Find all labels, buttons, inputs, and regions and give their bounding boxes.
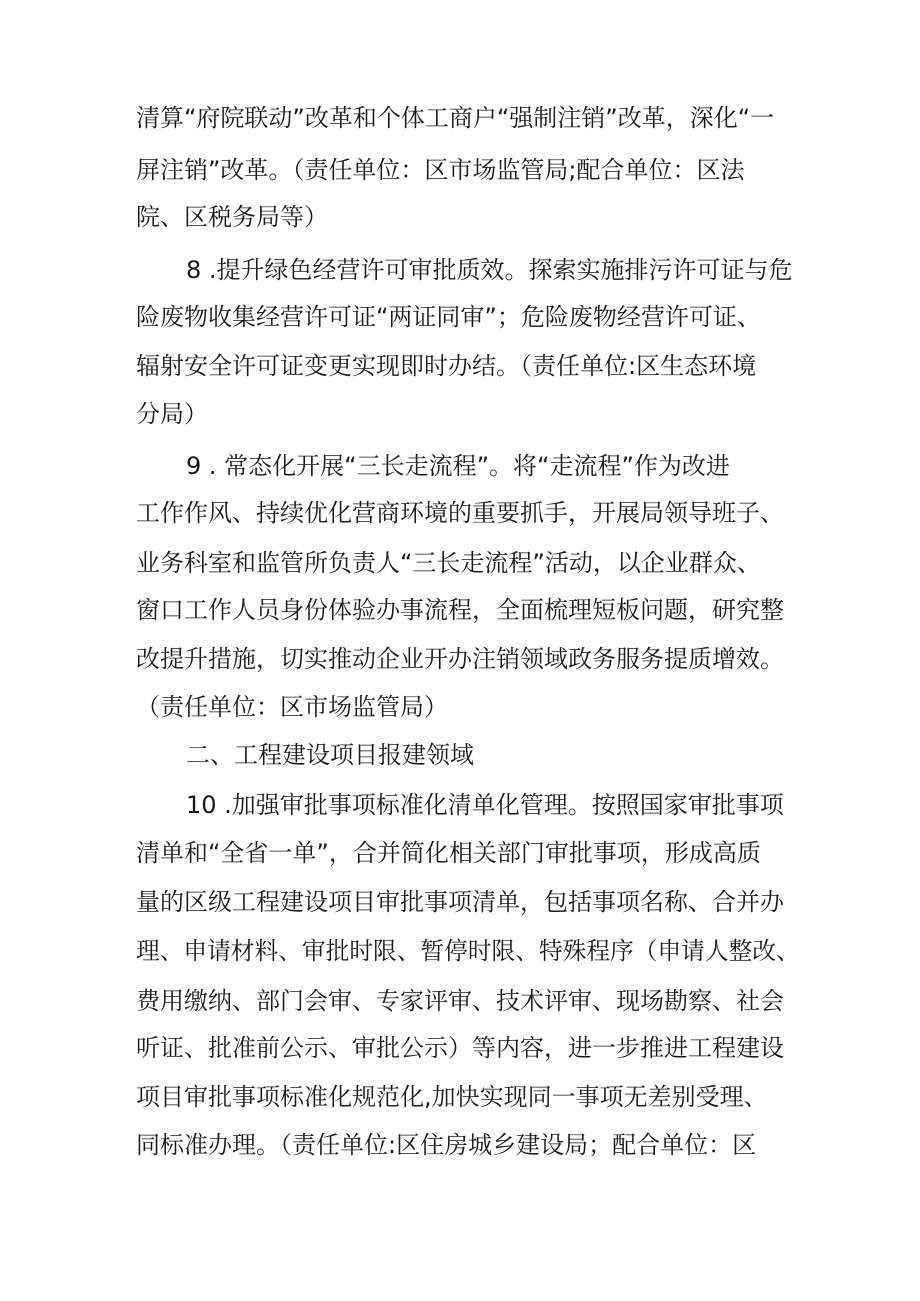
body-text-line: 工作作风、持续优化营商环境的重要抓手，开展局领导班子、 — [136, 499, 784, 527]
body-text-line: 清单和“全省一单”，合并简化相关部门审批事项，形成高质 — [136, 839, 761, 867]
body-text-line: 辐射安全许可证变更实现即时办结。（责任单位:区生态环境 — [136, 352, 757, 380]
body-text-line: 屏注销”改革。（责任单位：区市场监管局;配合单位：区法 — [136, 156, 745, 184]
item-10-heading: 10 .加强审批事项标准化清单化管理。按照国家审批事项 — [186, 791, 784, 819]
body-text-line: 同标准办理。（责任单位:区住房城乡建设局；配合单位：区 — [136, 1131, 757, 1159]
body-text-line: 改提升措施，切实推动企业开办注销领域政务服务提质增效。 — [136, 645, 784, 673]
body-text-line: 业务科室和监管所负责人“三长走流程”活动，以企业群众、 — [136, 549, 761, 577]
body-text-line: 险废物收集经营许可证“两证同审”；危险废物经营许可证、 — [136, 303, 761, 331]
body-text-line: （责任单位：区市场监管局） — [136, 693, 448, 721]
body-text-line: 量的区级工程建设项目审批事项清单，包括事项名称、合并办 — [136, 888, 784, 916]
body-text-line: 项目审批事项标准化规范化,加快实现同一事项无差别受理、 — [136, 1083, 768, 1111]
item-9-heading: 9 . 常态化开展“三长走流程”。将“走流程”作为改进 — [186, 452, 730, 480]
body-text-line: 分局） — [136, 400, 208, 428]
body-text-line: 院、区税务局等） — [136, 203, 328, 231]
section-heading: 二、工程建设项目报建领域 — [186, 741, 474, 769]
body-text-line: 听证、批准前公示、审批公示）等内容，进一步推进工程建设 — [136, 1034, 784, 1062]
body-text-line: 窗口工作人员身份体验办事流程，全面梳理短板问题，研究整 — [136, 596, 784, 624]
body-text-line: 清算“府院联动”改革和个体工商户“强制注销”改革，深化“一 — [136, 104, 775, 132]
body-text-line: 理、申请材料、审批时限、暂停时限、特殊程序（申请人整改、 — [136, 937, 800, 965]
body-text-line: 费用缴纳、部门会审、专家评审、技术评审、现场勘察、社会 — [136, 987, 784, 1015]
item-8-heading: 8 .提升绿色经营许可审批质效。探索实施排污许可证与危 — [186, 256, 793, 284]
